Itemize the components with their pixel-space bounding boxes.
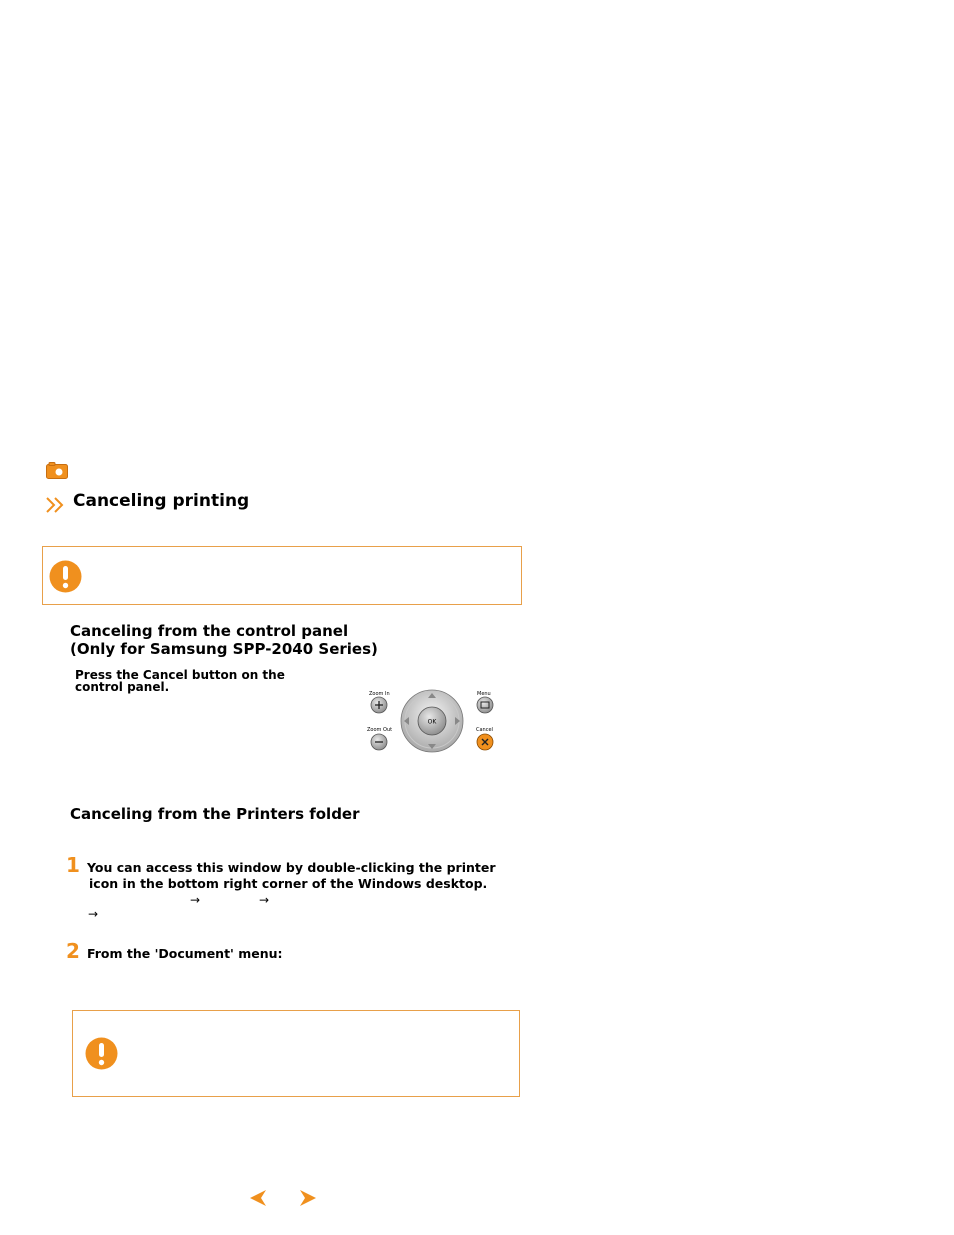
cancel-instruction-line1: Press the Cancel button on the <box>75 668 285 682</box>
step-text-line1: From the 'Document' menu: <box>87 946 283 961</box>
notice-box <box>42 546 522 605</box>
step-number: 2 <box>66 939 80 963</box>
path-arrow: → <box>88 907 99 921</box>
double-chevron-icon <box>45 495 67 515</box>
menu-button <box>477 697 493 713</box>
zoom-out-button <box>371 734 387 750</box>
arrow-left-icon[interactable] <box>249 1189 269 1207</box>
camera-icon <box>46 462 68 479</box>
cancel-label: Cancel <box>476 727 493 733</box>
control-panel-illustration <box>362 686 502 756</box>
cancel-instruction <box>75 669 285 693</box>
exclamation-icon <box>85 1037 118 1070</box>
step-text <box>87 860 496 892</box>
path-arrow: → <box>259 893 270 907</box>
page-title: Canceling printing <box>73 491 250 511</box>
notice-box <box>72 1010 520 1097</box>
step-text-line2: icon in the bottom right corner of the Windows desktop. <box>89 876 488 891</box>
zoom-out-label: Zoom Out <box>367 727 393 733</box>
control-panel-heading-line1: Canceling from the control panel <box>70 622 349 640</box>
cancel-instruction-line2: control panel. <box>75 680 170 694</box>
control-panel-heading-line2: (Only for Samsung SPP-2040 Series) <box>70 640 378 658</box>
path-arrow: → <box>190 893 201 907</box>
step-number: 1 <box>66 853 80 877</box>
step-text <box>87 946 283 962</box>
ok-label: OK <box>427 718 437 726</box>
cancel-button <box>477 734 493 750</box>
arrow-right-icon[interactable] <box>297 1189 317 1207</box>
zoom-in-button <box>371 697 387 713</box>
step-text-line1: You can access this window by double-clicking the printer <box>87 860 496 875</box>
exclamation-icon <box>49 560 82 593</box>
menu-label: Menu <box>477 691 491 697</box>
zoom-in-label: Zoom In <box>369 691 390 697</box>
control-panel-heading <box>70 622 378 658</box>
printers-folder-heading: Canceling from the Printers folder <box>70 805 360 823</box>
